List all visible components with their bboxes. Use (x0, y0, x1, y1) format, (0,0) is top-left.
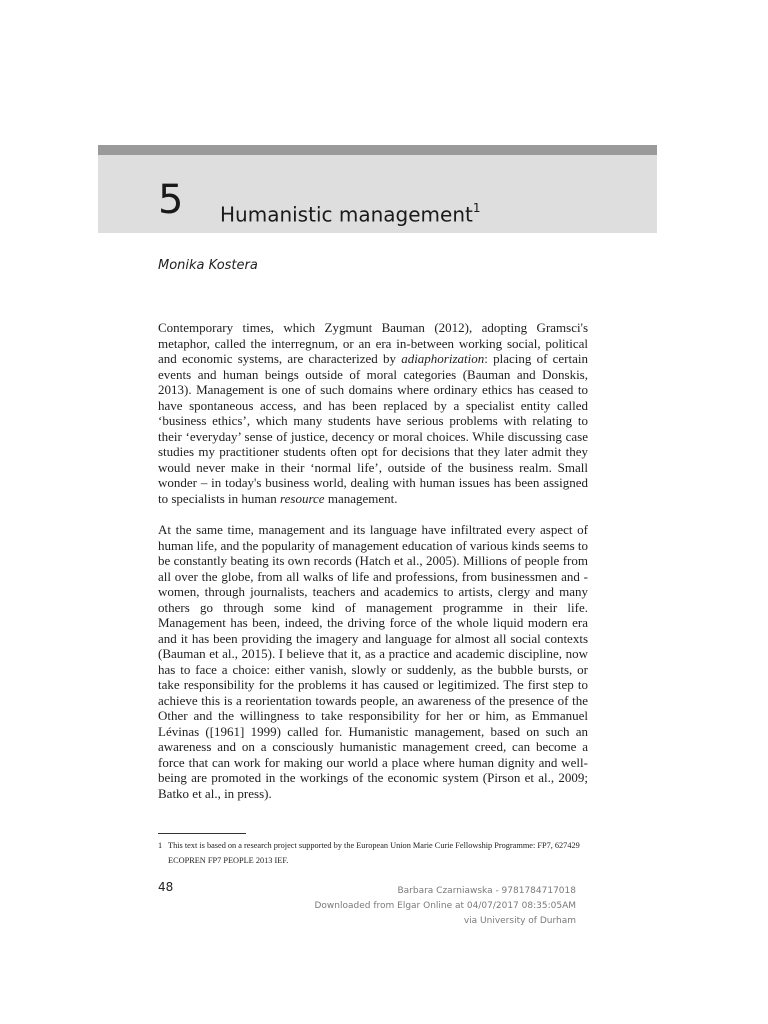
footnote-rule (158, 833, 246, 834)
watermark-line-2: Downloaded from Elgar Online at 04/07/2017 08:35:05AM (314, 901, 576, 911)
download-watermark (314, 884, 576, 929)
footnote-marker[interactable]: 1 (472, 201, 481, 215)
watermark-line-1: Barbara Czarniawska - 9781784717018 (397, 886, 576, 896)
paragraph-1-emphasis-2: resource (280, 490, 325, 506)
body-text (158, 320, 588, 817)
paragraph-1-emphasis: adiaphorization (401, 351, 485, 366)
chapter-number: 5 (158, 177, 184, 223)
chapter-header-band (98, 145, 657, 233)
paragraph-1-part-c: management. (324, 490, 398, 506)
paragraph-1-part-a: Contemporary times, which Zygmunt Bauman (2012), adopting Gramsci's metaphor, called the interregnum, or an era in-between working social, political and economic systems, are characterized by (158, 320, 588, 366)
chapter-title (220, 197, 480, 228)
author-name: Monika Kostera (158, 258, 258, 273)
footnote-number: 1 (158, 841, 163, 850)
footnote (158, 838, 590, 868)
paragraph-1 (158, 320, 588, 506)
page-number: 48 (158, 880, 174, 894)
footnote-text: This text is based on a research project supported by the European Union Marie Curie Fellowship Programme: FP7, 627429 ECOPREN FP7 PEOPLE 2013 IEF. (168, 841, 580, 865)
chapter-header-rule (98, 145, 657, 155)
watermark-line-3: via University of Durham (463, 916, 576, 926)
chapter-title-text: Humanistic management (220, 202, 473, 227)
paragraph-2: At the same time, management and its language have infiltrated every aspect of human life, and the popularity of management education of various kinds seems to be constantly beating its own records (Hatch et al., 2005). Millions of people from all over the globe, from all walks of life and professions, from businessmen and -women, through journalists, teachers and academics to artists, clergy and many others go through some kind of management programme in their life. Management has been, indeed, the driving force of the whole liquid modern era and it has been providing the imagery and language for almost all social contexts (Bauman et al., 2015). I believe that it, as a practice and academic discipline, now has to face a choice: either vanish, slowly or suddenly, as the bubble bursts, or take responsibility for the problems it has caused or legitimized. The first step to achieve this is a reorientation towards people, an awareness of the presence of the Other and the willingness to take responsibility for her or him, as Emmanuel Lévinas ([1961] 1999) called for. Humanistic management, based on such an awareness and on a consciously humanistic management creed, can become a force that can work for making our world a place where human dignity and well-being are promoted in the workings of the economic system (Pirson et al., 2009; Batko et al., in press). (158, 522, 588, 801)
paragraph-1-part-b: : placing of certain events and human beings outside of moral categories (Bauman and Donskis, 2013). Management is one of such domains where ordinary ethics has ceased to have spontaneous access, and has been replaced by a specialist entity called ‘business ethics’, which many students have serious problems with relating to their ‘everyday’ sense of justice, decency or moral choices. While discussing case studies my practitioner students often opt for decisions that they later admit they would never make in their ‘normal life’, outside of the business realm. Small wonder – in today's business world, dealing with human issues has been assigned to specialists in human (158, 351, 588, 506)
